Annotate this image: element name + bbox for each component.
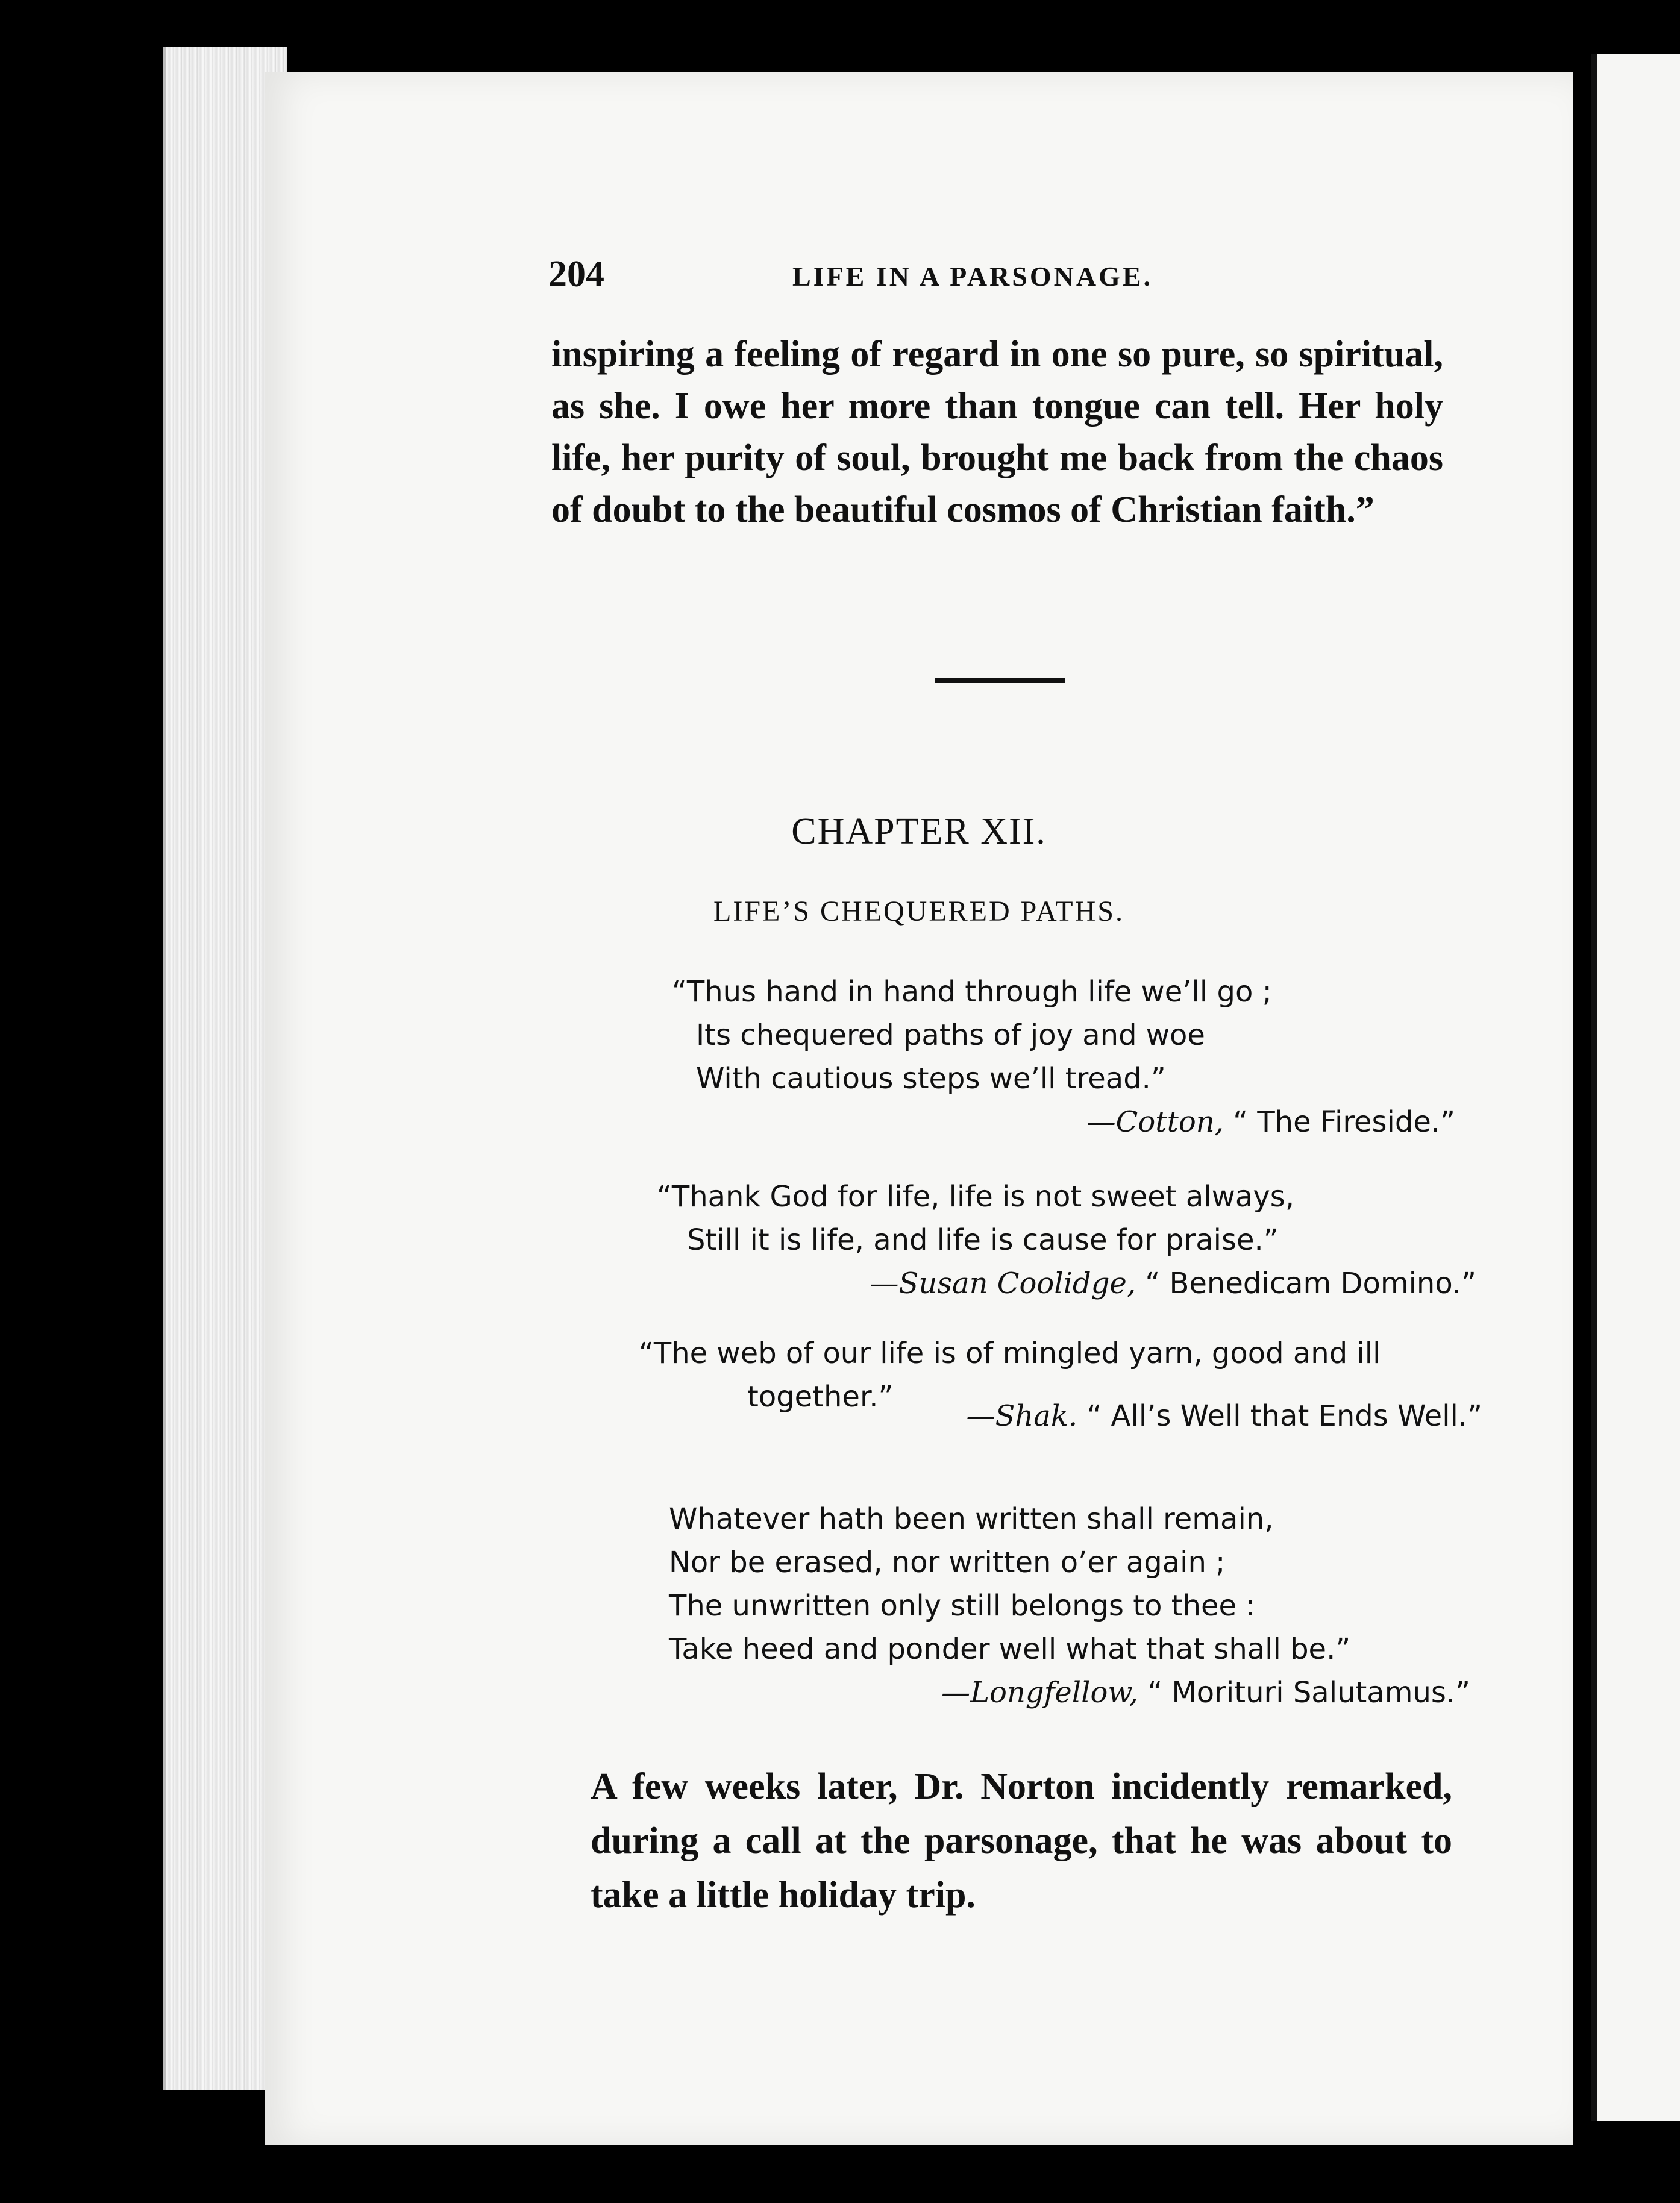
epigraph-line: With cautious steps we’ll tread.” [696,1062,1166,1095]
epigraph-line: “Thus hand in hand through life we’ll go ; [672,975,1272,1009]
facing-page [1591,54,1680,2121]
section-divider [935,678,1065,683]
epigraph-author: —Cotton, [1086,1105,1224,1139]
epigraph-attribution [657,1262,1476,1305]
epigraph-2 [657,1175,1476,1305]
epigraph-line: Its chequered paths of joy and woe [696,1018,1205,1052]
paragraph-top: inspiring a feeling of regard in one so pure, so spiritual, as she. I owe her more than tongue can tell. Her holy life, her purity of soul, brought me back from the chaos of doubt to the beautiful cosmos of Christian faith.” [551,334,1443,530]
epigraph-work: “ Benedicam Domino.” [1145,1267,1476,1300]
epigraph-line: “Thank God for life, life is not sweet always, [657,1180,1294,1214]
epigraph-author: —Susan Coolidge, [870,1267,1136,1300]
epigraph-attribution [669,1671,1470,1714]
epigraph-line: “The web of our life is of mingled yarn, good and ill [639,1337,1381,1370]
epigraph-work: “ Morituri Salutamus.” [1147,1676,1470,1709]
running-head: LIFE IN A PARSONAGE. [792,261,1153,292]
epigraph-line: The unwritten only still belongs to thee : [669,1589,1256,1623]
epigraph-attribution [672,1100,1455,1144]
epigraph-line: together.” [747,1380,894,1414]
epigraph-author: —Longfellow, [941,1676,1138,1709]
paragraph-bottom: A few weeks later, Dr. Norton incidently remarked, during a call at the parsonage, that he was about to take a little holiday trip. [591,1766,1452,1916]
epigraph-line: Take heed and ponder well what that shall be.” [669,1632,1351,1666]
page-number: 204 [548,254,604,295]
epigraph-line: Nor be erased, nor written o’er again ; [669,1546,1226,1579]
epigraph-1 [672,970,1455,1144]
epigraph-4 [669,1497,1470,1714]
epigraph-work: “ All’s Well that Ends Well.” [1086,1399,1482,1433]
epigraph-author: —Shak. [966,1399,1078,1433]
page-header [548,253,1500,307]
page-content [265,72,1573,2145]
epigraph-work: “ The Fireside.” [1233,1105,1455,1139]
epigraph-3 [639,1332,1482,1438]
epigraph-line: Still it is life, and life is cause for praise.” [687,1223,1279,1257]
book-page [265,72,1573,2145]
chapter-subtitle: LIFE’S CHEQUERED PATHS. [713,895,1124,927]
chapter-title: CHAPTER XII. [791,811,1047,852]
epigraph-line: Whatever hath been written shall remain, [669,1502,1274,1536]
